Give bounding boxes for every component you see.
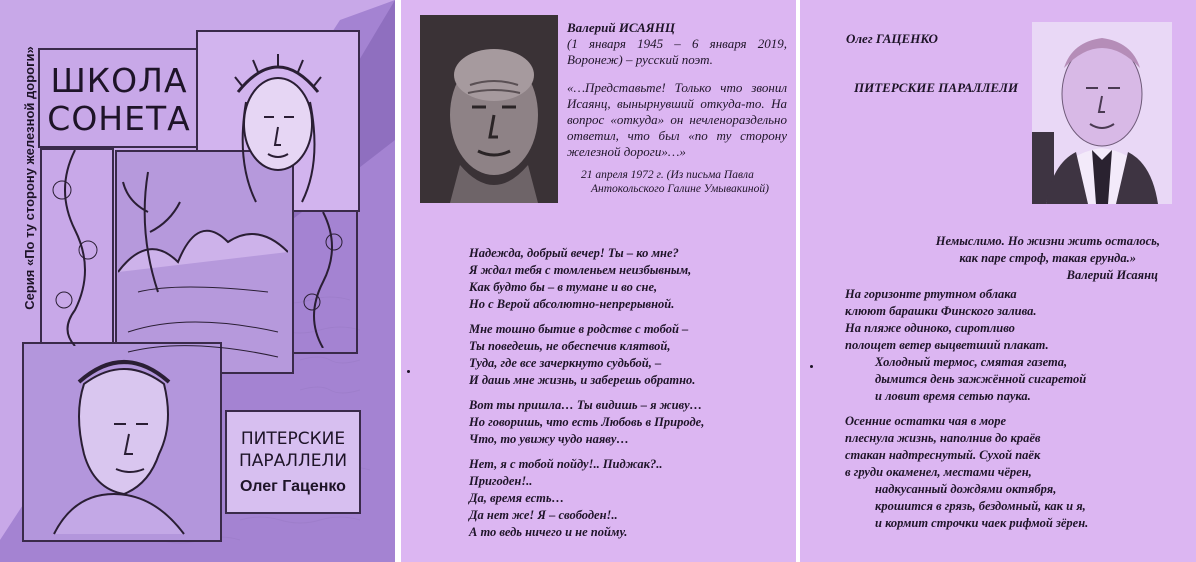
poem-line: Мне тошно бытие в родстве с тобой –: [469, 322, 689, 336]
isayants-bio: [567, 20, 787, 160]
dante-profile-illustration: [24, 344, 216, 536]
floral-ornament-left: [42, 150, 108, 346]
poem-line: Ты поведешь, не обеспечив клятвой,: [469, 339, 671, 353]
epigraph-line: как паре строф, такая ерунда.»: [959, 251, 1136, 265]
bio-name: Валерий ИСАЯНЦ: [567, 20, 675, 35]
page-dot: [810, 365, 813, 368]
book-title-line1: ПИТЕРСКИЕ: [240, 429, 346, 449]
quote-source-line2: Антокольского Галине Умывакиной): [591, 183, 769, 195]
quote-source-line1: 21 апреля 1972 г. (Из письма Павла: [581, 169, 754, 181]
author-heading: Олег ГАЦЕНКО: [846, 31, 938, 46]
poem-line: Что, то увижу чудо наяву…: [469, 432, 629, 446]
isayants-photo: [420, 15, 558, 203]
poem-line: Холодный термос, смятая газета,: [875, 355, 1068, 369]
epigraph: [910, 233, 1160, 284]
poem-line: в груди окаменел, местами чёрен,: [845, 465, 1032, 479]
poem-stanza-2b: [845, 481, 1088, 532]
poem-line: И дашь мне жизнь, и заберешь обратно.: [469, 373, 696, 387]
poem-line: клюют барашки Финского залива.: [845, 304, 1037, 318]
isayants-poem: [469, 245, 704, 549]
bio-quote: «…Представьте! Только что звонил Исаянц, вынырнувший откуда-то. На вопрос «откуда» он нечленораздельно ответил, что был «по ту сторону железной дороги»…»: [567, 80, 787, 159]
book-title-line2: ПАРАЛЛЕЛИ: [238, 451, 348, 471]
poem-line: На пляже одиноко, сиротливо: [845, 321, 1015, 335]
poem-line: полощет ветер выцветший плакат.: [845, 338, 1049, 352]
poem-line: Как будто бы – в тумане и во сне,: [469, 280, 658, 294]
gatsenko-photo: [1032, 22, 1172, 204]
poem-line: стакан надтреснутый. Сухой паёк: [845, 448, 1041, 462]
floral-ornament-right: [294, 212, 352, 348]
poem-line: плеснула жизнь, наполнив до краёв: [845, 431, 1041, 445]
poem-stanza-2: [845, 413, 1088, 481]
page-isayants: [401, 0, 796, 562]
cover-author: Олег Гаценко: [240, 478, 346, 495]
epigraph-line: Немыслимо. Но жизни жить осталось,: [935, 234, 1160, 248]
book-cover: [0, 0, 395, 562]
poem-stanza-3: [469, 397, 704, 448]
poem-stanza-2: [469, 321, 704, 389]
poem-line: Но с Верой абсолютно-непрерывной.: [469, 297, 675, 311]
poem-title: ПИТЕРСКИЕ ПАРАЛЛЕЛИ: [854, 80, 1019, 95]
gatsenko-poem: [845, 286, 1088, 532]
poem-line: Туда, где все зачеркнуто судьбой, –: [469, 356, 662, 370]
cover-series-title: [44, 62, 194, 138]
bio-dates: (1 января 1945 – 6 января 2019, Воронеж) – русский поэт.: [567, 36, 787, 67]
cover-book-title-box: [225, 410, 361, 514]
poem-line: Да, время есть…: [469, 491, 565, 505]
epigraph-author: Валерий Исаянц: [1066, 268, 1158, 282]
poem-line: Я ждал тебя с томленьем неизбывным,: [469, 263, 692, 277]
landscape-illustration: [118, 152, 288, 368]
poem-stanza-1b: [845, 354, 1088, 405]
poem-stanza-1: [845, 286, 1088, 354]
poem-stanza-1: [469, 245, 704, 313]
cover-title-line2: СОНЕТА: [47, 99, 191, 138]
poem-line: Вот ты пришла… Ты видишь – я живу…: [469, 398, 703, 412]
cover-series-label: Серия «По ту сторону железной дороги»: [22, 46, 37, 310]
poem-line: На горизонте ртутном облака: [845, 287, 1017, 301]
poem-line: Да нет же! Я – свободен!..: [469, 508, 618, 522]
poem-line: Осенние остатки чая в море: [845, 414, 1007, 428]
poem-line: дымится день зажжённой сигаретой: [875, 372, 1087, 386]
poem-line: А то ведь ничего и не пойму.: [469, 525, 628, 539]
poem-line: Пригоден!..: [469, 474, 533, 488]
poem-stanza-4: [469, 456, 704, 541]
poem-line: и ловит время сетью паука.: [875, 389, 1031, 403]
quote-source: [581, 168, 791, 196]
cover-title-line1: ШКОЛА: [50, 61, 188, 100]
poem-line: Нет, я с тобой пойду!.. Пиджак?..: [469, 457, 663, 471]
poem-line: и кормит строчки чаек рифмой зёрен.: [875, 516, 1089, 530]
page-dot: [407, 370, 410, 373]
poem-line: Надежда, добрый вечер! Ты – ко мне?: [469, 246, 679, 260]
poem-line: крошится в грязь, бездомный, как и я,: [875, 499, 1086, 513]
page-gatsenko: [800, 0, 1196, 562]
poem-line: Но говоришь, что есть Любовь в Природе,: [469, 415, 705, 429]
poem-line: надкусанный дождями октября,: [875, 482, 1057, 496]
